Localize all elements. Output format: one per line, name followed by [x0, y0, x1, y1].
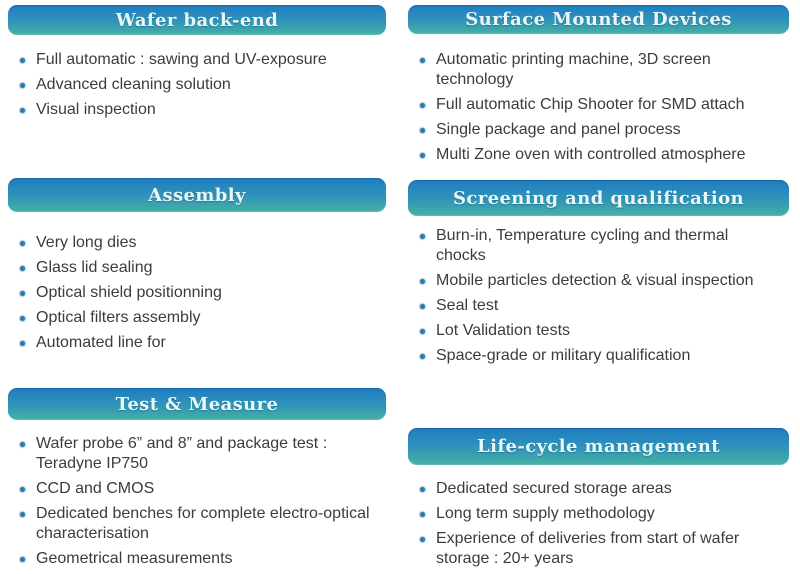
list-item-text: Optical filters assembly: [36, 309, 201, 326]
bullet-icon: [420, 537, 425, 542]
list-item-text: Wafer probe 6” and 8” and package test : Teradyne IP750: [36, 435, 328, 472]
list-item: [16, 549, 376, 569]
list-item-text: Burn-in, Temperature cycling and thermal chocks: [436, 227, 729, 264]
panel-assembly: [8, 178, 386, 358]
list-item: [416, 346, 775, 366]
list-item: [16, 50, 376, 70]
list-item: [16, 283, 376, 303]
bullet-icon: [20, 316, 25, 321]
bullet-icon: [420, 103, 425, 108]
bullet-icon: [420, 153, 425, 158]
panel-title: Assembly: [148, 184, 246, 206]
list-item-text: Space-grade or military qualification: [436, 347, 691, 364]
list-item-text: Geometrical measurements: [36, 550, 233, 567]
list-item-text: Mobile particles detection & visual inspection: [436, 272, 754, 289]
life-cycle-management-list: [408, 465, 789, 569]
panel-title: Screening and qualification: [452, 187, 745, 209]
list-item: [416, 120, 775, 140]
test-measure-header: [8, 388, 386, 420]
bullet-icon: [420, 329, 425, 334]
list-item-text: Advanced cleaning solution: [36, 76, 231, 93]
panel-life-cycle-management: [408, 428, 789, 574]
panel-title: Life-cycle management: [477, 436, 720, 457]
list-item-text: Experience of deliveries from start of wafer storage : 20+ years: [436, 530, 740, 567]
bullet-icon: [20, 512, 25, 517]
wafer-back-end-list: [8, 35, 386, 120]
list-item-text: Dedicated benches for complete electro-optical characterisation: [36, 505, 370, 542]
list-item-text: Automatic printing machine, 3D screen technology: [436, 51, 711, 88]
panel-surface-mounted-devices: [408, 5, 789, 170]
bullet-icon: [420, 354, 425, 359]
list-item: [16, 100, 376, 120]
list-item: [416, 321, 775, 341]
list-item: [16, 233, 376, 253]
bullet-icon: [20, 291, 25, 296]
wafer-back-end-header: [8, 5, 386, 35]
bullet-icon: [420, 487, 425, 492]
list-item: [16, 479, 376, 499]
list-item-text: CCD and CMOS: [36, 480, 155, 497]
assembly-header: [8, 178, 386, 212]
bullet-icon: [20, 266, 25, 271]
list-item: [16, 75, 376, 95]
panel-title: Surface Mounted Devices: [465, 9, 732, 30]
list-item-text: Very long dies: [36, 234, 137, 251]
bullet-icon: [20, 442, 25, 447]
life-cycle-management-header: [408, 428, 789, 465]
bullet-icon: [20, 58, 25, 63]
bullet-icon: [420, 512, 425, 517]
list-item: [416, 271, 775, 291]
bullet-icon: [420, 304, 425, 309]
panel-screening-qualification: [408, 180, 789, 371]
list-item-text: Glass lid sealing: [36, 259, 153, 276]
bullet-icon: [20, 341, 25, 346]
list-item: [416, 95, 775, 115]
list-item: [416, 529, 775, 569]
list-item: [16, 308, 376, 328]
bullet-icon: [20, 83, 25, 88]
panel-title: Wafer back-end: [115, 9, 279, 31]
list-item: [416, 504, 775, 524]
screening-qualification-list: [408, 216, 789, 366]
assembly-list: [8, 212, 386, 353]
list-item: [416, 226, 775, 266]
surface-mounted-devices-header: [408, 5, 789, 34]
test-measure-list: [8, 420, 386, 569]
panel-wafer-back-end: [8, 5, 386, 125]
list-item-text: Multi Zone oven with controlled atmosphere: [436, 146, 746, 163]
list-item-text: Seal test: [436, 297, 499, 314]
list-item: [416, 145, 775, 165]
list-item: [416, 479, 775, 499]
list-item: [16, 333, 376, 353]
bullet-icon: [420, 58, 425, 63]
bullet-icon: [420, 234, 425, 239]
list-item-text: Optical shield positionning: [36, 284, 222, 301]
list-item-text: Dedicated secured storage areas: [436, 480, 672, 497]
bullet-icon: [420, 128, 425, 133]
bullet-icon: [20, 108, 25, 113]
list-item-text: Long term supply methodology: [436, 505, 655, 522]
list-item-text: Single package and panel process: [436, 121, 681, 138]
bullet-icon: [20, 241, 25, 246]
list-item: [16, 434, 376, 474]
list-item-text: Visual inspection: [36, 101, 156, 118]
bullet-icon: [420, 279, 425, 284]
list-item: [416, 50, 775, 90]
list-item-text: Automated line for: [36, 334, 166, 351]
bullet-icon: [20, 557, 25, 562]
bullet-icon: [20, 487, 25, 492]
list-item: [16, 258, 376, 278]
list-item-text: Full automatic : sawing and UV-exposure: [36, 51, 327, 68]
list-item-text: Lot Validation tests: [436, 322, 571, 339]
list-item: [416, 296, 775, 316]
panel-title: Test & Measure: [115, 393, 279, 415]
list-item: [16, 504, 376, 544]
surface-mounted-devices-list: [408, 34, 789, 165]
list-item-text: Full automatic Chip Shooter for SMD attach: [436, 96, 745, 113]
panel-test-measure: [8, 388, 386, 574]
screening-qualification-header: [408, 180, 789, 216]
